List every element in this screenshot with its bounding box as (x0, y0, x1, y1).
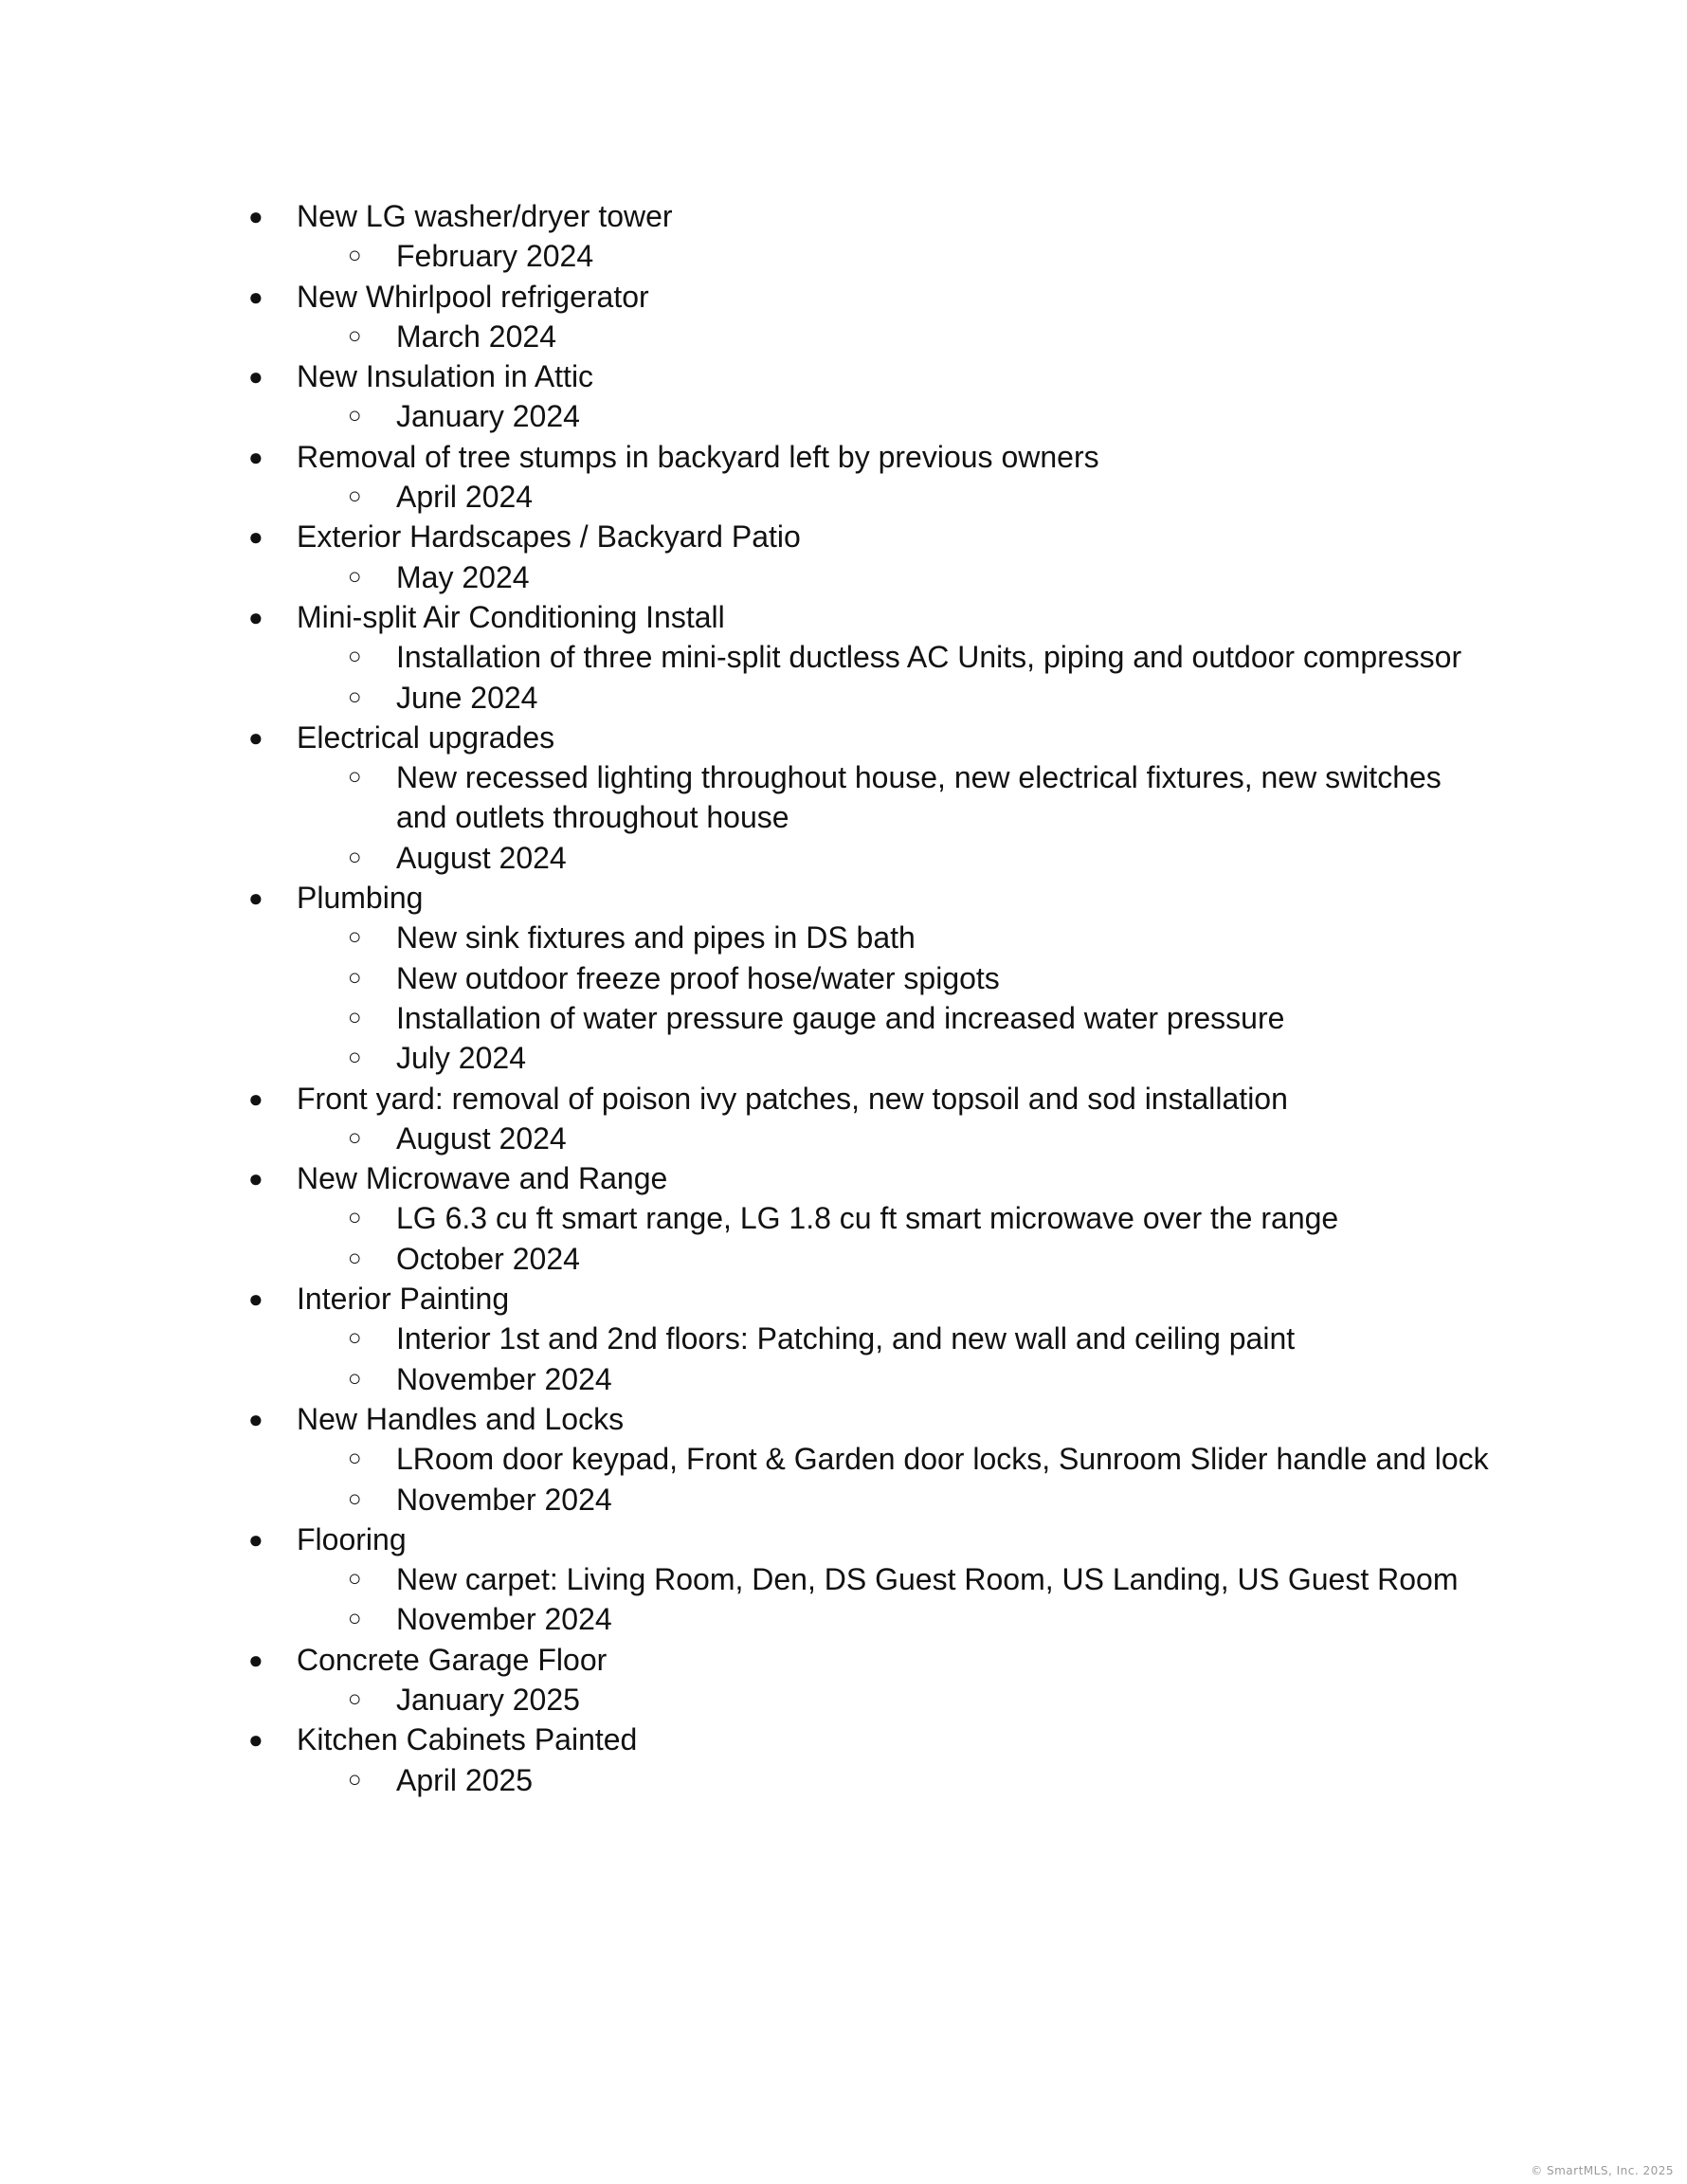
list-item-line (0, 277, 1481, 317)
sub-list-item-text: January 2024 (396, 399, 580, 434)
list-item-line (0, 718, 1481, 757)
list-item (0, 597, 1687, 718)
bullet-icon: ● (248, 282, 263, 311)
sub-list-item-text: January 2025 (396, 1682, 580, 1717)
bullet-icon: ● (248, 1284, 263, 1314)
bullet-icon: ● (248, 522, 263, 552)
list-item (0, 1158, 1687, 1279)
list-item-line (0, 878, 1481, 918)
bullet-icon: ● (248, 1645, 263, 1674)
sub-list-item (0, 1480, 1486, 1520)
list-item-text: Concrete Garage Floor (297, 1642, 608, 1677)
list-item-line (0, 1640, 1481, 1680)
sub-list-item-text: July 2024 (396, 1041, 526, 1076)
sub-list-item-text: November 2024 (396, 1361, 612, 1396)
list-item-text: New Handles and Locks (297, 1401, 625, 1436)
list-item-text: Front yard: removal of poison ivy patches, new topsoil and sod installation (297, 1081, 1288, 1116)
sub-list (0, 1559, 1687, 1640)
list-item (0, 1640, 1687, 1720)
list-item-text: New Whirlpool refrigerator (297, 279, 649, 314)
list-item (0, 1520, 1687, 1640)
sub-list (0, 918, 1687, 1078)
sub-list-item (0, 236, 1486, 276)
list-item-line (0, 1079, 1481, 1119)
list-item-line (0, 356, 1481, 396)
hollow-bullet-icon: ○ (348, 1124, 362, 1151)
bullet-icon: ● (248, 442, 263, 471)
list-item-text: New LG washer/dryer tower (297, 199, 673, 233)
hollow-bullet-icon: ○ (348, 403, 362, 429)
hollow-bullet-icon: ○ (348, 924, 362, 951)
list-item-line (0, 597, 1481, 637)
bullet-icon: ● (248, 602, 263, 631)
sub-list-item-text: June 2024 (396, 680, 538, 715)
sub-list-item (0, 1319, 1486, 1358)
list-item-text: Plumbing (297, 881, 424, 916)
list-item (0, 1399, 1687, 1520)
list-item-line (0, 1520, 1481, 1559)
list-item (0, 1079, 1687, 1159)
hollow-bullet-icon: ○ (348, 644, 362, 670)
sub-list-item (0, 958, 1486, 998)
sub-list-item-text: November 2024 (396, 1602, 612, 1637)
sub-list-item (0, 1559, 1486, 1599)
sub-list-item (0, 757, 1486, 838)
list-item-text: New Insulation in Attic (297, 359, 594, 394)
list-item (0, 517, 1687, 597)
improvements-list (0, 196, 1687, 1800)
sub-list-item (0, 998, 1486, 1038)
list-item-line (0, 1720, 1481, 1759)
list-item (0, 718, 1687, 878)
list-item-line (0, 1158, 1481, 1198)
sub-list (0, 1439, 1687, 1520)
hollow-bullet-icon: ○ (348, 1485, 362, 1512)
sub-list-item (0, 557, 1486, 597)
sub-list-item-text: November 2024 (396, 1482, 612, 1517)
sub-list-item-text: New recessed lighting throughout house, new electrical fixtures, new switches and outlets throughout house (396, 760, 1442, 835)
sub-list-item-text: August 2024 (396, 840, 567, 875)
list-item-line (0, 196, 1481, 236)
sub-list-item-text: LG 6.3 cu ft smart range, LG 1.8 cu ft smart microwave over the range (396, 1201, 1339, 1236)
sub-list-item-text: February 2024 (396, 239, 594, 274)
hollow-bullet-icon: ○ (348, 764, 362, 791)
sub-list (0, 757, 1687, 878)
sub-list-item (0, 1198, 1486, 1238)
sub-list-item-text: April 2024 (396, 480, 534, 515)
hollow-bullet-icon: ○ (348, 243, 362, 269)
hollow-bullet-icon: ○ (348, 1325, 362, 1352)
sub-list-item (0, 1119, 1486, 1158)
hollow-bullet-icon: ○ (348, 1606, 362, 1632)
sub-list (0, 637, 1687, 718)
sub-list-item (0, 1239, 1486, 1279)
hollow-bullet-icon: ○ (348, 1245, 362, 1271)
copyright-watermark: © SmartMLS, Inc. 2025 (1531, 2164, 1674, 2177)
sub-list (0, 1319, 1687, 1399)
bullet-icon: ● (248, 1164, 263, 1193)
hollow-bullet-icon: ○ (348, 563, 362, 590)
bullet-icon: ● (248, 1404, 263, 1433)
hollow-bullet-icon: ○ (348, 1446, 362, 1472)
hollow-bullet-icon: ○ (348, 322, 362, 349)
sub-list-item (0, 317, 1486, 356)
sub-list-item-text: April 2025 (396, 1762, 534, 1797)
bullet-icon: ● (248, 883, 263, 913)
hollow-bullet-icon: ○ (348, 1365, 362, 1392)
bullet-icon: ● (248, 202, 263, 230)
bullet-icon: ● (248, 362, 263, 391)
sub-list-item-text: Installation of three mini-split ductless AC Units, piping and outdoor compressor (396, 640, 1462, 675)
sub-list-item-text: August 2024 (396, 1120, 567, 1156)
sub-list (0, 1198, 1687, 1279)
hollow-bullet-icon: ○ (348, 1045, 362, 1071)
sub-list-item (0, 918, 1486, 957)
list-item-text: Mini-split Air Conditioning Install (297, 599, 725, 634)
sub-list-item (0, 477, 1486, 517)
sub-list (0, 1760, 1687, 1800)
list-item-text: Interior Painting (297, 1282, 510, 1317)
sub-list-item-text: October 2024 (396, 1241, 580, 1276)
bullet-icon: ● (248, 1083, 263, 1113)
sub-list (0, 317, 1687, 356)
sub-list-item (0, 637, 1486, 677)
sub-list-item (0, 1038, 1486, 1078)
sub-list (0, 557, 1687, 597)
hollow-bullet-icon: ○ (348, 1004, 362, 1030)
list-item (0, 437, 1687, 518)
sub-list-item (0, 1439, 1489, 1479)
list-item (0, 1279, 1687, 1399)
sub-list-item (0, 1680, 1486, 1720)
list-item (0, 878, 1687, 1078)
hollow-bullet-icon: ○ (348, 844, 362, 870)
sub-list-item (0, 396, 1486, 436)
bullet-icon: ● (248, 1524, 263, 1554)
list-item-line (0, 437, 1481, 477)
hollow-bullet-icon: ○ (348, 683, 362, 710)
hollow-bullet-icon: ○ (348, 964, 362, 991)
list-item (0, 277, 1687, 357)
list-item-text: Electrical upgrades (297, 719, 555, 755)
sub-list-item (0, 838, 1486, 878)
sub-list (0, 396, 1687, 436)
sub-list-item-text: Interior 1st and 2nd floors: Patching, and new wall and ceiling paint (396, 1321, 1296, 1356)
list-item (0, 1720, 1687, 1800)
sub-list (0, 477, 1687, 517)
sub-list-item (0, 1599, 1486, 1639)
list-item-text: Flooring (297, 1521, 407, 1556)
list-item-line (0, 1399, 1481, 1439)
sub-list-item-text: New outdoor freeze proof hose/water spigots (396, 960, 1000, 995)
list-item-text: New Microwave and Range (297, 1161, 668, 1196)
sub-list-item-text: LRoom door keypad, Front & Garden door locks, Sunroom Slider handle and lock (396, 1442, 1489, 1477)
sub-list-item-text: Installation of water pressure gauge and increased water pressure (396, 1000, 1285, 1035)
hollow-bullet-icon: ○ (348, 1205, 362, 1231)
sub-list (0, 236, 1687, 276)
sub-list-item-text: March 2024 (396, 318, 556, 354)
list-item-text: Removal of tree stumps in backyard left by previous owners (297, 439, 1099, 474)
sub-list-item (0, 1760, 1486, 1800)
sub-list-item (0, 1359, 1486, 1399)
hollow-bullet-icon: ○ (348, 1766, 362, 1793)
list-item-line (0, 1279, 1481, 1319)
sub-list-item-text: May 2024 (396, 559, 530, 594)
hollow-bullet-icon: ○ (348, 1685, 362, 1712)
sub-list-item-text: New carpet: Living Room, Den, DS Guest Room, US Landing, US Guest Room (396, 1562, 1459, 1597)
hollow-bullet-icon: ○ (348, 1566, 362, 1592)
list-item-text: Exterior Hardscapes / Backyard Patio (297, 519, 801, 555)
list-item-text: Kitchen Cabinets Painted (297, 1722, 638, 1757)
list-item (0, 196, 1687, 277)
hollow-bullet-icon: ○ (348, 483, 362, 510)
sub-list-item-text: New sink fixtures and pipes in DS bath (396, 920, 916, 956)
sub-list (0, 1680, 1687, 1720)
sub-list-item (0, 678, 1486, 718)
bullet-icon: ● (248, 722, 263, 752)
bullet-icon: ● (248, 1725, 263, 1755)
list-item-line (0, 517, 1481, 556)
list-item (0, 356, 1687, 437)
sub-list (0, 1119, 1687, 1158)
